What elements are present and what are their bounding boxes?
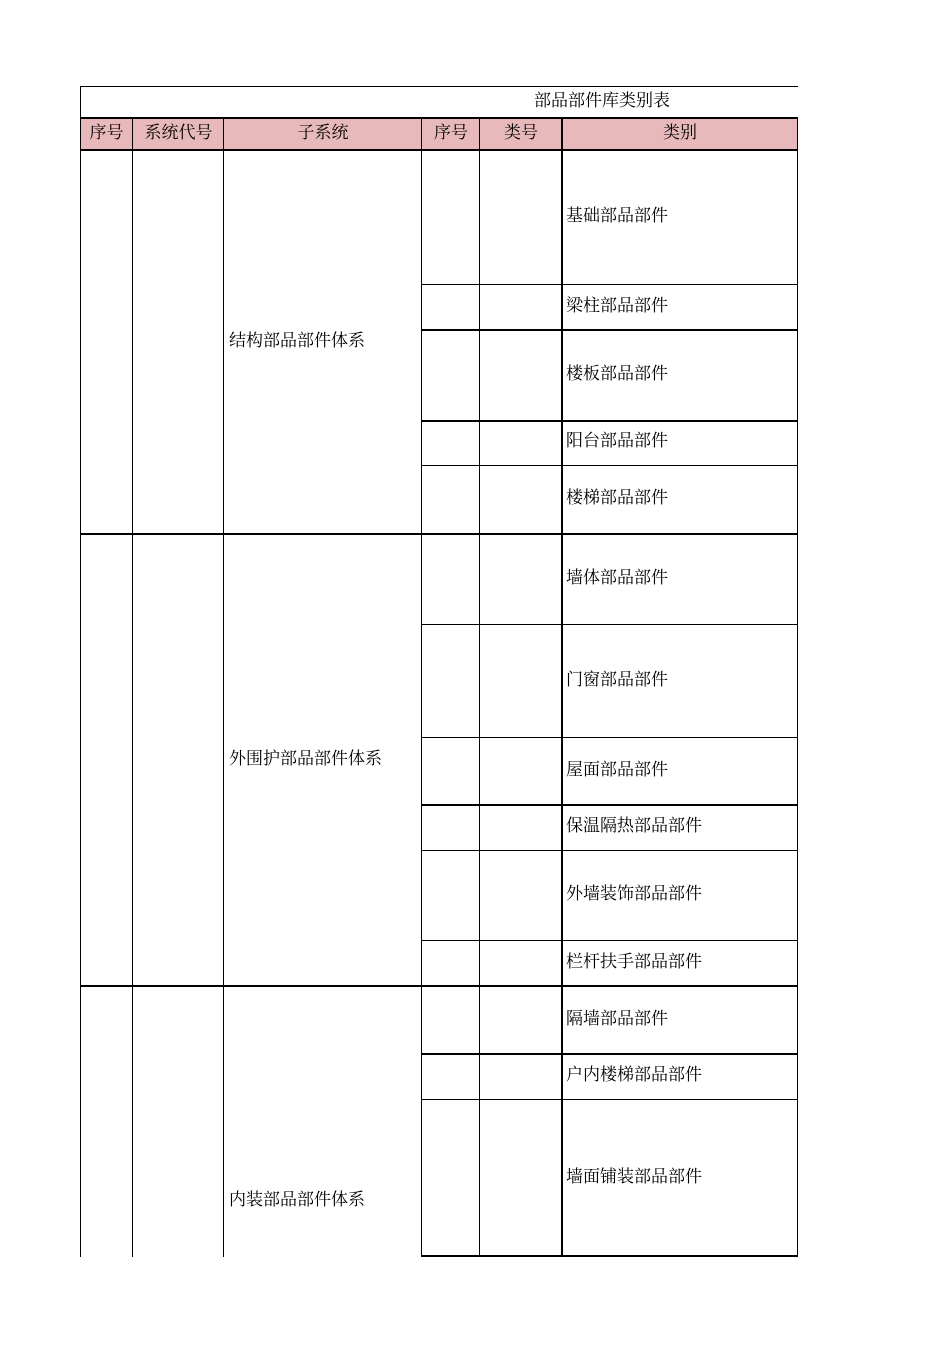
header-index: 序号 [89,123,124,143]
grid-line [80,533,798,535]
subsystem-structure: 结构部品部件体系 [229,331,365,351]
grid-line [80,149,798,151]
category-cell: 栏杆扶手部品部件 [566,952,702,972]
category-cell: 隔墙部品部件 [566,1009,668,1029]
category-cell: 墙体部品部件 [566,568,668,588]
category-cell: 基础部品部件 [566,206,668,226]
grid-line [421,118,422,1257]
grid-line [80,985,798,987]
grid-line [223,118,224,1257]
header-sub-index: 序号 [434,123,468,143]
category-cell: 楼梯部品部件 [566,488,668,508]
grid-line [80,86,798,87]
header-system-code: 系统代号 [144,123,213,143]
subsystem-envelope: 外围护部品部件体系 [229,749,382,769]
grid-line [561,118,563,1257]
header-category: 类别 [663,123,697,143]
category-cell: 梁柱部品部件 [566,296,668,316]
category-cell: 屋面部品部件 [566,760,668,780]
table-title: 部品部件库类别表 [534,91,670,111]
grid-line [80,86,81,1257]
category-cell: 墙面铺装部品部件 [566,1167,702,1187]
category-table [80,86,798,1257]
grid-line [479,118,480,1257]
subsystem-interior: 内装部品部件体系 [229,1190,365,1210]
category-cell: 阳台部品部件 [566,431,668,451]
category-cell: 保温隔热部品部件 [566,816,702,836]
grid-line [80,117,798,119]
category-cell: 户内楼梯部品部件 [566,1065,702,1085]
category-cell: 外墙装饰部品部件 [566,884,702,904]
header-subsystem: 子系统 [297,123,349,143]
grid-line [132,118,133,1257]
category-cell: 门窗部品部件 [566,670,668,690]
category-cell: 楼板部品部件 [566,364,668,384]
grid-line [797,118,798,1257]
header-class-code: 类号 [504,123,538,143]
